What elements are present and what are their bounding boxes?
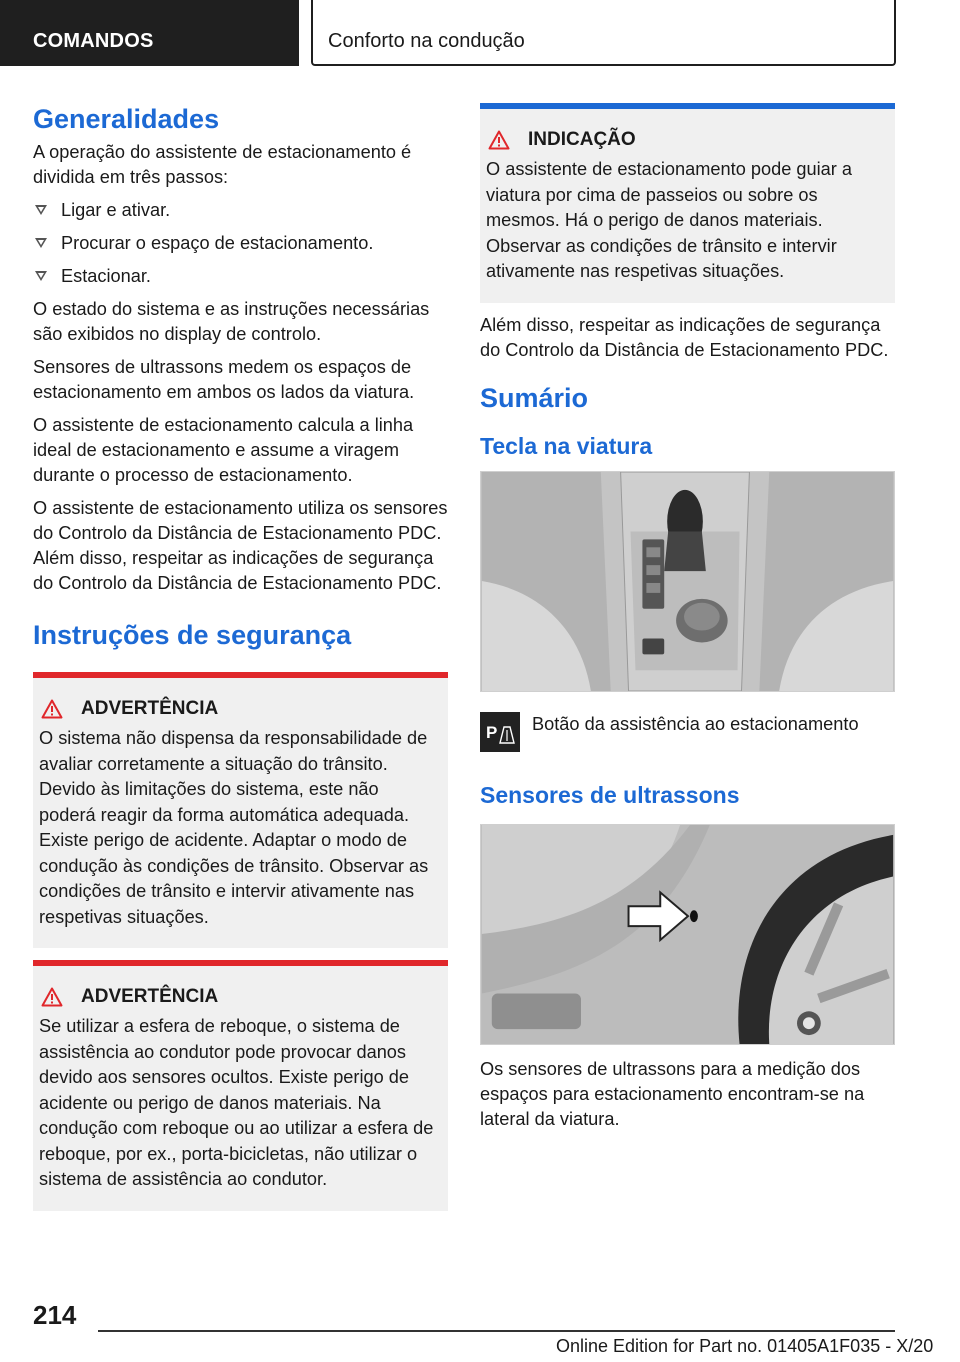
step-item: Procurar o espaço de estacionamento. xyxy=(33,231,448,256)
warning-triangle-icon xyxy=(41,987,63,1007)
warning-triangle-icon xyxy=(488,130,510,150)
intro-paragraph: A operação do assistente de estacionamento é dividida em três passos: xyxy=(33,142,412,187)
sensor-location-photo xyxy=(480,824,895,1045)
header-chapter-tab xyxy=(311,0,896,66)
svg-text:P: P xyxy=(486,722,498,742)
body-paragraph: O assistente de estacionamento calcula a linha ideal de estacionamento e assume a viragem durante o processo de estacionamento. xyxy=(33,415,414,485)
safety-heading: Instruções de segurança xyxy=(33,620,352,650)
warning-label: ADVERTÊNCIA xyxy=(81,986,219,1007)
sensors-subheading: Sensores de ultrassons xyxy=(480,781,740,808)
header-chapter-title: Conforto na condução xyxy=(328,30,525,52)
console-button-photo xyxy=(480,471,895,692)
header-section-tab xyxy=(0,0,299,66)
left-column xyxy=(33,100,448,1211)
body-paragraph: Sensores de ultrassons medem os espaços de estacionamento em ambos os lados da viatura. xyxy=(33,357,415,402)
button-subheading: Tecla na viatura xyxy=(480,432,653,459)
notice-text: O assistente de estacionamento pode guiar a viatura por cima de passeios ou sobre os mesmos. Há o perigo de danos materiais. Observar as condições de trânsito e intervir ativamente nas respetivas situações. xyxy=(486,159,853,281)
warning-box xyxy=(33,960,448,1211)
bullet-triangle-icon xyxy=(35,238,47,248)
body-paragraph: Além disso, respeitar as indicações de segurança do Controlo da Distância de Estacionamento PDC. xyxy=(480,314,889,360)
park-assist-button-icon xyxy=(480,712,520,752)
notice-box xyxy=(480,103,895,303)
body-paragraph: O estado do sistema e as instruções necessárias são exibidos no display de controlo. xyxy=(33,299,430,344)
notice-label: INDICAÇÃO xyxy=(528,129,636,150)
step-item: Ligar e ativar. xyxy=(33,198,448,223)
warning-text: Se utilizar a esfera de reboque, o sistema de assistência ao condutor pode provocar danos devido aos sensores ocultos. Existe perigo de acidente ou perigo de danos materiais. Na condução com reboque ou ao utilizar a esfera de reboque, por ex., porta-bicicletas, não utilizar o sistema de assistência ao condutor. xyxy=(39,1016,434,1189)
page-number: 214 xyxy=(33,1300,77,1330)
button-caption: Botão da assistência ao estacionamento xyxy=(532,713,859,734)
warning-box xyxy=(33,672,448,948)
warning-label: ADVERTÊNCIA xyxy=(81,698,219,719)
warning-triangle-icon xyxy=(41,699,63,719)
footer-edition: Online Edition for Part no. 01405A1F035 - X/20 xyxy=(556,1336,934,1356)
step-item: Estacionar. xyxy=(33,264,448,289)
body-paragraph: O assistente de estacionamento utiliza os sensores do Controlo da Distância de Estacionamento PDC. Além disso, respeitar as indicações de segurança do Controlo da Distância de Estacionamento PDC. xyxy=(33,498,448,593)
bullet-triangle-icon xyxy=(35,271,47,281)
button-caption-row xyxy=(480,712,895,752)
warning-text: O sistema não dispensa da responsabilidade de avaliar corretamente a situação do trânsito. Devido às limitações do sistema, este não poderá reagir da forma automática adequada. Existe perigo de acidente. Adaptar o modo de condução às condições de trânsito. Observar as condições de trânsito e intervir ativamente nas respetivas situações. xyxy=(39,728,429,927)
bullet-triangle-icon xyxy=(35,205,47,215)
sensors-caption: Os sensores de ultrassons para a medição dos espaços para estacionamento encontram-se na lateral da viatura. xyxy=(480,1058,865,1129)
header-section-label: COMANDOS xyxy=(33,30,154,52)
right-column xyxy=(480,103,895,1132)
summary-heading: Sumário xyxy=(480,382,589,413)
footer-divider xyxy=(98,1330,895,1332)
generalidades-heading: Generalidades xyxy=(33,104,220,134)
